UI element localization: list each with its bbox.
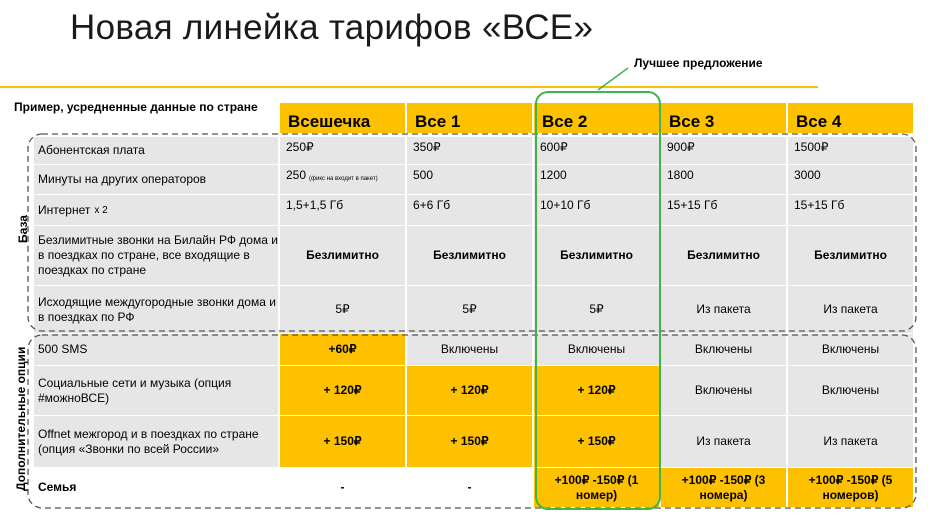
cell-value: 15+15 Гб (794, 198, 845, 212)
cell-value: Безлимитно (814, 248, 887, 262)
cell-value: - (467, 480, 472, 494)
cell-value: 10+10 Гб (540, 198, 591, 212)
best-offer-outline (536, 92, 660, 509)
cell-value: Безлимитно (433, 248, 506, 262)
cell-value: + 150₽ (323, 434, 362, 448)
cell-value: 1800 (667, 168, 694, 182)
cell-note: (фикс на входит в пакет) (309, 176, 378, 182)
cell-value: 600₽ (540, 140, 568, 154)
cell-value: Включены (821, 383, 880, 397)
plan-header-label: Все 4 (796, 111, 842, 131)
cell-value: + 120₽ (323, 383, 362, 397)
cell-value: Безлимитно (560, 248, 633, 262)
row-label-text: Минуты на других операторов (38, 172, 207, 186)
cell-value: Из пакета (823, 434, 878, 448)
cell-value: Включены (694, 383, 753, 397)
cell-value: Из пакета (823, 302, 878, 316)
row-label-text: Абонентская плата (38, 143, 145, 157)
cell-value: 1500₽ (794, 140, 829, 154)
cell-value: 3000 (794, 168, 821, 182)
cell-value: +100₽ -150₽ (3 номера) (681, 472, 766, 502)
cell-value: - (340, 480, 345, 494)
cell-value: 5₽ (589, 302, 604, 316)
section-label-options: Дополнительные опции (14, 346, 28, 491)
cell-value: Безлимитно (687, 248, 760, 262)
cell-value: Из пакета (696, 434, 751, 448)
cell-value: +60₽ (328, 342, 357, 356)
cell-value: +100₽ -150₽ (1 номер) (554, 472, 639, 502)
best-offer-label: Лучшее предложение (634, 56, 763, 70)
cell-value: Из пакета (696, 302, 751, 316)
cell-value: Включены (821, 342, 880, 356)
cell-value: 250₽ (286, 140, 314, 154)
row-label-text: Интернет (38, 202, 91, 217)
plan-header-label: Всешечка (288, 111, 371, 131)
cell-value: Безлимитно (306, 248, 379, 262)
page-title: Новая линейка тарифов «ВСЕ» (70, 8, 594, 47)
cell-value: +100₽ -150₽ (5 номеров) (808, 472, 893, 502)
cell-value: Включены (694, 342, 753, 356)
base-section-outline (28, 134, 916, 331)
cell-value: 500 (413, 168, 434, 182)
row-label-text: Исходящие междугородные звонки дома и в поездках по РФ (38, 294, 276, 324)
row-label-text: Семья (38, 480, 77, 494)
row-label-text: 500 SMS (38, 342, 88, 356)
cell-value: 6+6 Гб (413, 198, 451, 212)
cell-value: + 150₽ (577, 434, 616, 448)
cell-value: + 120₽ (450, 383, 489, 397)
cell-value: 250 (286, 168, 307, 182)
cell-value: + 150₽ (450, 434, 489, 448)
cell-value: 5₽ (335, 302, 350, 316)
cell-value: 1,5+1,5 Гб (286, 198, 344, 212)
row-label-text: Безлимитные звонки на Билайн РФ дома и в поездках по стране, все входящие в поездках по стране (38, 233, 278, 277)
row-label-text: Социальные сети и музыка (опция #можноВСЕ) (38, 375, 232, 405)
plan-header-label: Все 1 (415, 111, 461, 131)
cell-value: 15+15 Гб (667, 198, 718, 212)
cell-value: 900₽ (667, 140, 695, 154)
plan-header-label: Все 2 (542, 111, 588, 131)
row-label-suffix: х 2 (94, 204, 108, 216)
cell-value: 5₽ (462, 302, 477, 316)
cell-value: Включены (567, 342, 626, 356)
table-caption: Пример, усредненные данные по стране (14, 100, 258, 114)
options-section-outline (28, 335, 916, 508)
plan-header-label: Все 3 (669, 111, 715, 131)
section-label-base: База (16, 215, 30, 243)
row-label-text: Offnet межгород и в поездках по стране (опция «Звонки по всей России» (38, 426, 259, 456)
best-offer-pointer (598, 68, 628, 90)
cell-value: 1200 (540, 168, 567, 182)
cell-value: 350₽ (413, 140, 441, 154)
cell-value: Включены (440, 342, 499, 356)
cell-value: + 120₽ (577, 383, 616, 397)
